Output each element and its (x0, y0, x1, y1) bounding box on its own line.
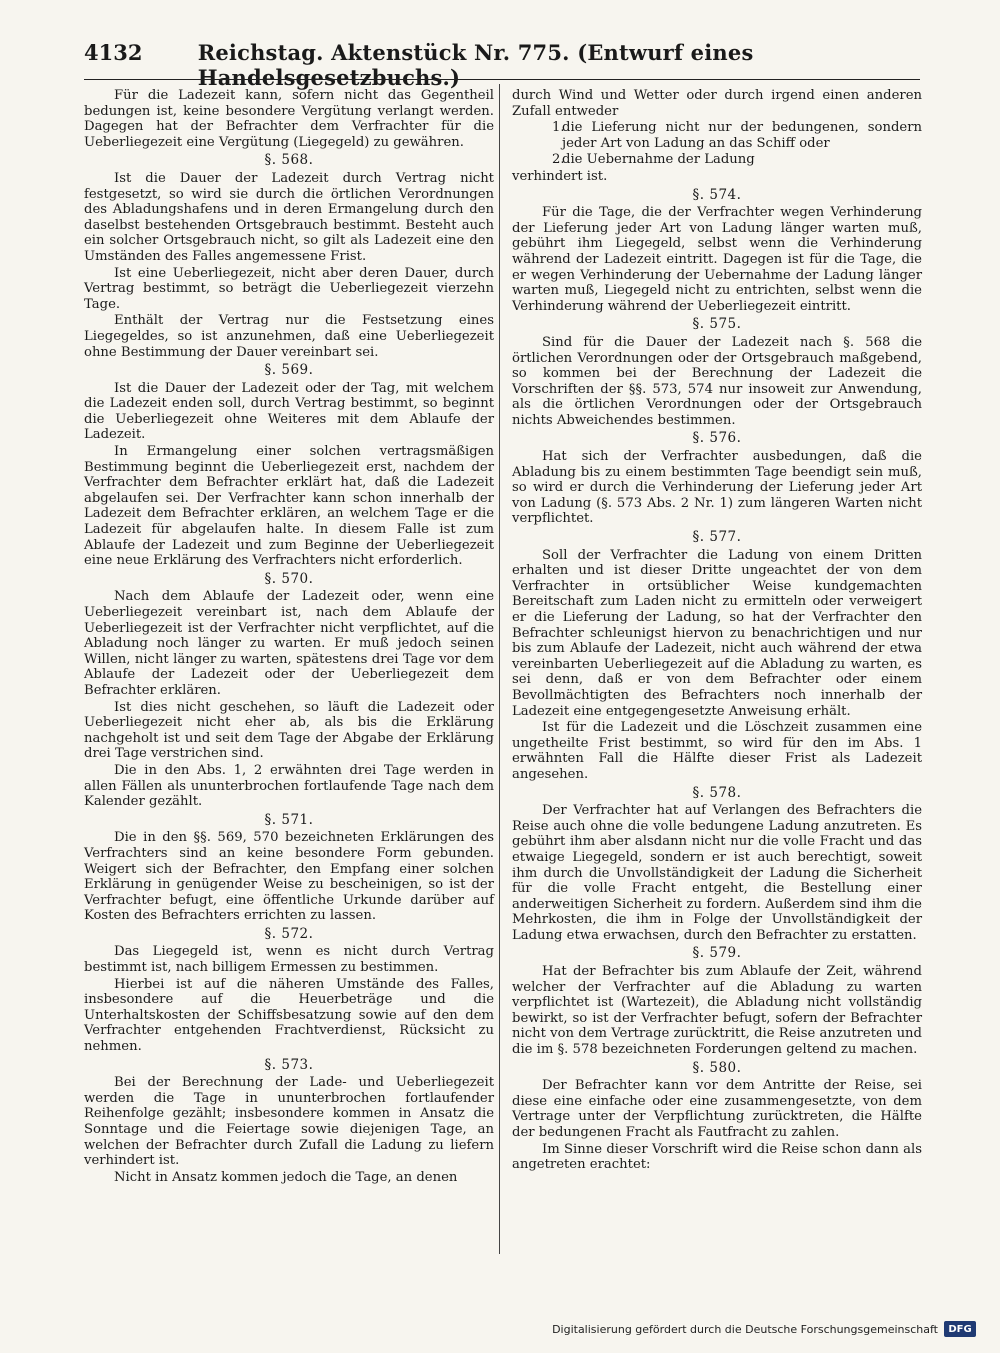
list-item (512, 120, 922, 151)
paragraph: Für die Ladezeit kann, sofern nicht das Gegentheil bedungen ist, keine besondere Vergütung verlangt werden. Dagegen hat der Befrachter dem Verfrachter für die Ueberliegezeit eine Vergütung (Liegegeld) zu gewähren. (84, 88, 494, 150)
paragraph: In Ermangelung einer solchen vertragsmäßigen Bestimmung beginnt die Ueberliegezeit erst, nachdem der Verfrachter dem Befrachter erklärt hat, daß die Ladezeit abgelaufen sei. Der Verfrachter kann schon innerhalb der Ladezeit dem Befrachter erklären, an welchem Tage er die Ladezeit für abgelaufen halte. In diesem Falle ist zum Ablaufe der Ladezeit und zum Beginne der Ueberliegezeit eine neue Erklärung des Verfrachters nicht erforderlich. (84, 444, 494, 569)
footer-text: Digitalisierung gefördert durch die Deutsche Forschungsgemeinschaft (552, 1322, 938, 1336)
page-number: 4132 (84, 40, 143, 65)
list-item-number: 1. (552, 120, 565, 136)
section-number: §. 570. (264, 570, 314, 587)
paragraph: Hat der Befrachter bis zum Ablaufe der Zeit, während welcher der Verfrachter auf die Abladung zu warten verpflichtet ist (Wartezeit), die Abladung nicht vollständig bewirkt, so ist der Verfrachter befugt, sofern der Befrachter nicht von dem Vertrage zurücktritt, die Reise anzutreten und die im §. 578 bezeichneten Forderungen geltend zu machen. (512, 964, 922, 1058)
paragraph: Der Verfrachter hat auf Verlangen des Befrachters die Reise auch ohne die volle bedungene Ladung anzutreten. Es gebührt ihm aber alsdann nicht nur die volle Fracht und das etwaige Liegegeld, sondern er ist auch berechtigt, soweit ihm durch die Unvollständigkeit der Ladung die Sicherheit für die volle Fracht entgeht, die Bestellung einer anderweitigen Sicherheit zu fordern. Außerdem sind ihm die Mehrkosten, die ihm in Folge der Unvollständigkeit der Ladung etwa erwachsen, durch den Befrachter zu erstatten. (512, 803, 922, 943)
section-number: §. 575. (692, 316, 742, 333)
paragraph: Im Sinne dieser Vorschrift wird die Reise schon dann als angetreten erachtet: (512, 1141, 922, 1173)
section-number: §. 577. (692, 529, 742, 546)
section-number: §. 576. (692, 430, 742, 447)
paragraph: Für die Tage, die der Verfrachter wegen Verhinderung der Lieferung jeder Art von Ladung länger warten muß, gebührt ihm Liegegeld, selbst wenn die Verhinderung während der Ladezeit eintritt. Dagegen ist für die Tage, die er wegen Verhinderung der Uebernahme der Ladung länger warten muß, Liegegeld nicht zu entrichten, selbst wenn die Verhinderung während der Ueberliegezeit eintritt. (512, 205, 922, 314)
section-number: §. 579. (692, 945, 742, 962)
paragraph: Hierbei ist auf die näheren Umstände des Falles, insbesondere auf die Heuerbeträge und die Unterhaltskosten der Schiffsbesatzung sowie auf den dem Verfrachter entgehenden Frachtverdienst, Rücksicht zu nehmen. (84, 976, 494, 1055)
paragraph: Ist die Dauer der Ladezeit durch Vertrag nicht festgesetzt, so wird sie durch die örtlichen Verordnungen des Abladungshafens und in deren Ermangelung durch den daselbst bestehenden Ortsgebrauch bestimmt. Besteht auch ein solcher Ortsgebrauch nicht, so gilt als Ladezeit eine den Umständen des Falles angemessene Frist. (84, 170, 494, 264)
paragraph: Ist eine Ueberliegezeit, nicht aber deren Dauer, durch Vertrag bestimmt, so beträgt die Ueberliegezeit vierzehn Tage. (84, 265, 494, 312)
paragraph: Nach dem Ablaufe der Ladezeit oder, wenn eine Ueberliegezeit vereinbart ist, nach dem Ablaufe der Ueberliegezeit ist der Verfrachter nicht verpflichtet, auf die Abladung noch länger zu warten. Er muß jedoch seinen Willen, nicht länger zu warten, spätestens drei Tage vor dem Ablaufe der Ladezeit oder der Ueberliegezeit dem Befrachter erklären. (84, 589, 494, 698)
section-number: §. 573. (264, 1056, 314, 1073)
running-title: Reichstag. Aktenstück Nr. 775. (Entwurf eines Handelsgesetzbuchs.) (197, 40, 754, 90)
paragraph: Enthält der Vertrag nur die Festsetzung eines Liegegeldes, so ist anzunehmen, daß eine Ueberliegezeit ohne Bestimmung der Dauer vereinbart sei. (84, 313, 494, 360)
paragraph: Ist für die Ladezeit und die Löschzeit zusammen eine ungetheilte Frist bestimmt, so wird für den im Abs. 1 erwähnten Fall die Hälfte dieser Frist als Ladezeit angesehen. (512, 720, 922, 782)
paragraph: Ist dies nicht geschehen, so läuft die Ladezeit oder Ueberliegezeit nicht eher ab, als bis die Erklärung nachgeholt ist und seit dem Tage der Abgabe der Erklärung drei Tage verstrichen sind. (84, 699, 494, 762)
paragraph: Bei der Berechnung der Lade- und Ueberliegezeit werden die Tage in ununterbrochen fortlaufender Reihenfolge gezählt; insbesondere kommen in Ansatz die Sonntage und die Feiertage sowie diejenigen Tage, an welchen der Befrachter durch Zufall die Ladung zu liefern verhindert ist. (84, 1075, 494, 1169)
paragraph: Der Befrachter kann vor dem Antritte der Reise, sei diese eine einfache oder eine zusammengesetzte, von dem Vertrage unter der Verpflichtung zurücktreten, die Hälfte der bedungenen Fracht als Fautfracht zu zahlen. (512, 1078, 922, 1140)
section-number: §. 578. (692, 784, 742, 801)
section-number: §. 569. (264, 362, 314, 379)
page-header (84, 40, 920, 90)
paragraph: verhindert ist. (512, 168, 608, 184)
section-number: §. 568. (264, 152, 314, 169)
list-item (512, 152, 922, 168)
paragraph: Das Liegegeld ist, wenn es nicht durch Vertrag bestimmt ist, nach billigem Ermessen zu bestimmen. (84, 944, 494, 976)
paragraph: Hat sich der Verfrachter ausbedungen, daß die Abladung bis zu einem bestimmten Tage beendigt sein muß, so wird er durch die Verhinderung der Lieferung jeder Art von Ladung (§. 573 Abs. 2 Nr. 1) zum längeren Warten nicht verpflichtet. (512, 449, 922, 527)
section-number: §. 571. (264, 811, 314, 828)
paragraph: Ist die Dauer der Ladezeit oder der Tag, mit welchem die Ladezeit enden soll, durch Vertrag bestimmt, so beginnt die Ueberliegezeit ohne Weiteres mit dem Ablaufe der Ladezeit. (84, 380, 494, 443)
section-number: §. 572. (264, 925, 314, 942)
header-rule (84, 79, 920, 80)
list-item-text: die Lieferung nicht nur der bedungenen, sondern jeder Art von Ladung an das Schiff oder (562, 120, 922, 151)
list-item-number: 2. (552, 152, 565, 168)
section-number: §. 574. (692, 186, 742, 203)
paragraph: Sind für die Dauer der Ladezeit nach §. 568 die örtlichen Verordnungen oder der Ortsgebrauch maßgebend, so kommen bei der Berechnung der Ladezeit die Vorschriften der §§. 573, 574 nur insoweit zur Anwendung, als die örtlichen Verordnungen oder der Ortsgebrauch nichts Abweichendes bestimmen. (512, 334, 922, 428)
paragraph: Die in den Abs. 1, 2 erwähnten drei Tage werden in allen Fällen als ununterbrochen fortlaufende Tage nach dem Kalender gezählt. (84, 762, 494, 810)
paragraph: durch Wind und Wetter oder durch irgend einen anderen Zufall entweder (512, 88, 922, 119)
right-column (512, 88, 922, 1174)
list-item-text: die Uebernahme der Ladung (562, 152, 755, 168)
left-column (84, 88, 494, 1186)
paragraph: Soll der Verfrachter die Ladung von einem Dritten erhalten und ist dieser Dritte ungeachtet der von dem Verfrachter in ortsüblicher Weise kundgemachten Bereitschaft zum Laden nicht zu ermitteln oder verweigert er die Lieferung der Ladung, so hat der Verfrachter den Befrachter schleunigst hiervon zu benachrichtigen und nur bis zum Ablaufe der Ladezeit, nicht auch während der etwa vereinbarten Ueberliegezeit auf die Abladung zu warten, es sei denn, daß er von dem Befrachter oder einem Bevollmächtigten des Befrachters noch innerhalb der Ladezeit eine entgegengesetzte Anweisung erhält. (512, 547, 922, 719)
footer-credit (552, 1319, 976, 1339)
column-divider (499, 84, 500, 1254)
paragraph: Die in den §§. 569, 570 bezeichneten Erklärungen des Verfrachters sind an keine besondere Form gebunden. Weigert sich der Befrachter, den Empfang einer solchen Erklärung in genügender Weise zu bescheinigen, so ist der Verfrachter befugt, eine öffentliche Urkunde darüber auf Kosten des Befrachters errichten zu lassen. (84, 830, 494, 924)
dfg-logo-icon: DFG (944, 1321, 976, 1337)
paragraph: Nicht in Ansatz kommen jedoch die Tage, an denen (114, 1169, 458, 1185)
section-number: §. 580. (692, 1059, 742, 1076)
